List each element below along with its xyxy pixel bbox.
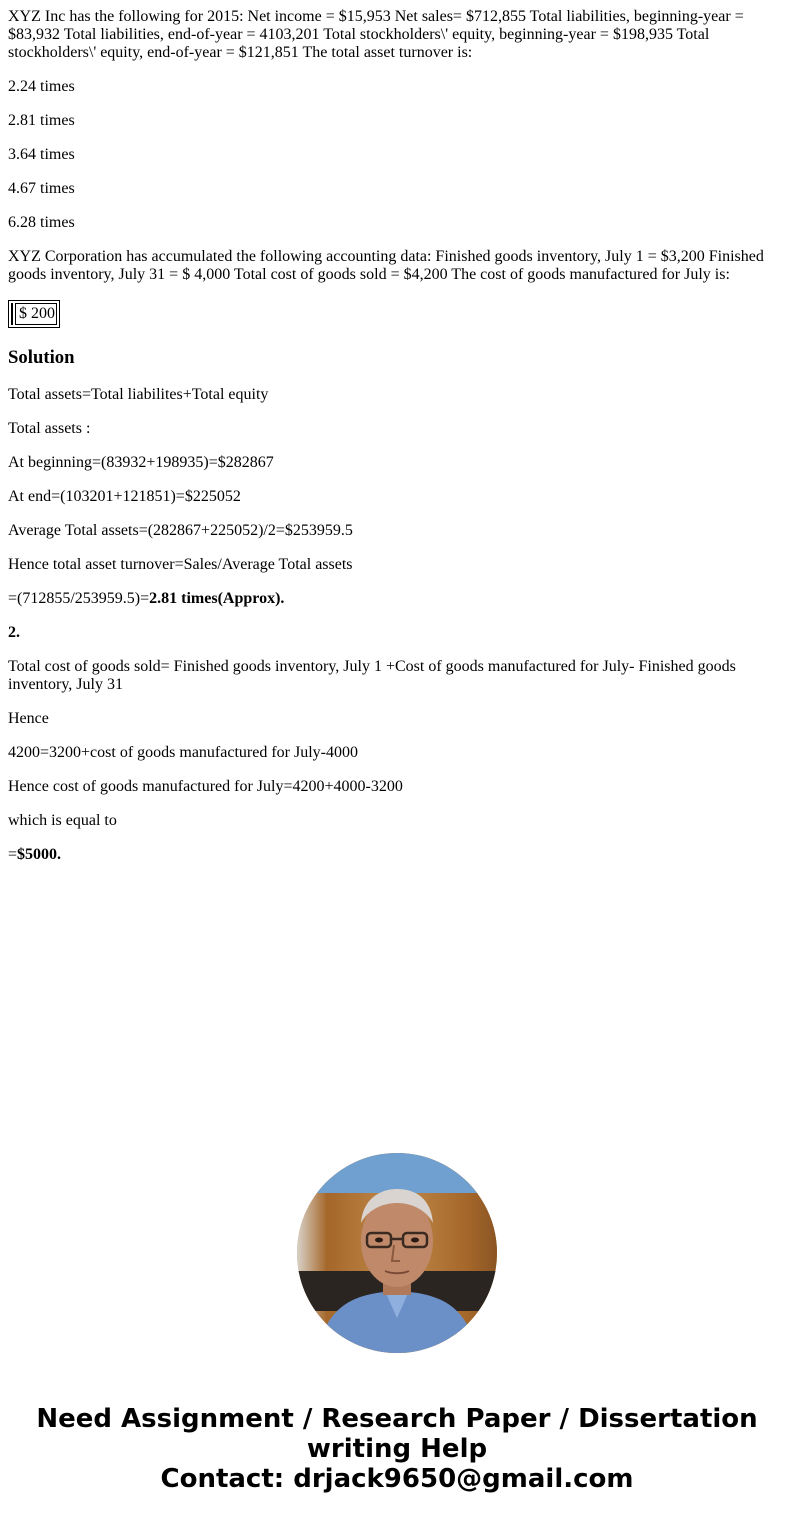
- result-prefix: =(712855/253959.5)=: [8, 590, 150, 607]
- question-2-text: XYZ Corporation has accumulated the following accounting data: Finished goods inventory, July 1 = $3,200 Finished goods inventory, July 31 = $ 4,000 Total cost of goods sold = $4,200 The cost of goods manufactured for July is:: [8, 248, 764, 283]
- document-content: [8, 8, 778, 880]
- promo-contact: Contact: drjack9650@gmail.com: [160, 1464, 634, 1494]
- question-1-text: XYZ Inc has the following for 2015: Net income = $15,953 Net sales= $712,855 Total liabilities, beginning-year = $83,932 Total liabilities, end-of-year = 4103,201 Total stockholders\' equity, beginning-year = $198,935 Total stockholders\' equity, end-of-year = $121,851 The total asset turnover is:: [8, 8, 744, 61]
- solution-line: Average Total assets=(282867+225052)/2=$253959.5: [8, 522, 353, 539]
- answer-table-cell: $ 200: [15, 303, 57, 325]
- avatar: [297, 1153, 497, 1353]
- final-bold: $5000.: [17, 846, 62, 863]
- person-portrait-icon: [297, 1153, 497, 1353]
- final-prefix: =: [8, 846, 18, 863]
- option-5: 6.28 times: [8, 214, 75, 231]
- option-3: 3.64 times: [8, 146, 75, 163]
- part2-line: 4200=3200+cost of goods manufactured for July-4000: [8, 744, 358, 761]
- part-2-label: [8, 624, 778, 642]
- solution-line: Hence total asset turnover=Sales/Average Total assets: [8, 556, 353, 573]
- option-4: 4.67 times: [8, 180, 75, 197]
- result-bold: 2.81 times(Approx).: [149, 590, 285, 607]
- solution-line: Total assets=Total liabilites+Total equity: [8, 386, 269, 403]
- answer-table-empty-cell: [11, 303, 13, 325]
- promo-line-1: Need Assignment / Research Paper / Dissertation: [36, 1404, 758, 1434]
- solution-heading: Solution: [8, 347, 75, 368]
- part-2-label-text: 2.: [8, 624, 20, 641]
- option-1: 2.24 times: [8, 78, 75, 95]
- part2-line: Hence: [8, 710, 49, 727]
- part2-line: Total cost of goods sold= Finished goods inventory, July 1 +Cost of goods manufactured for July- Finished goods inventory, July 31: [8, 658, 736, 693]
- solution-line: Total assets :: [8, 420, 91, 437]
- final-answer: [8, 846, 778, 864]
- solution-result: [8, 590, 778, 608]
- promo-line-2: writing Help: [306, 1434, 488, 1464]
- solution-line: At end=(103201+121851)=$225052: [8, 488, 241, 505]
- promo-text: [0, 1404, 794, 1494]
- solution-line: At beginning=(83932+198935)=$282867: [8, 454, 274, 471]
- option-2: 2.81 times: [8, 112, 75, 129]
- part2-line: which is equal to: [8, 812, 117, 829]
- promo-avatar-section: [0, 1153, 794, 1353]
- answer-table: [8, 300, 60, 328]
- part2-line: Hence cost of goods manufactured for July=4200+4000-3200: [8, 778, 403, 795]
